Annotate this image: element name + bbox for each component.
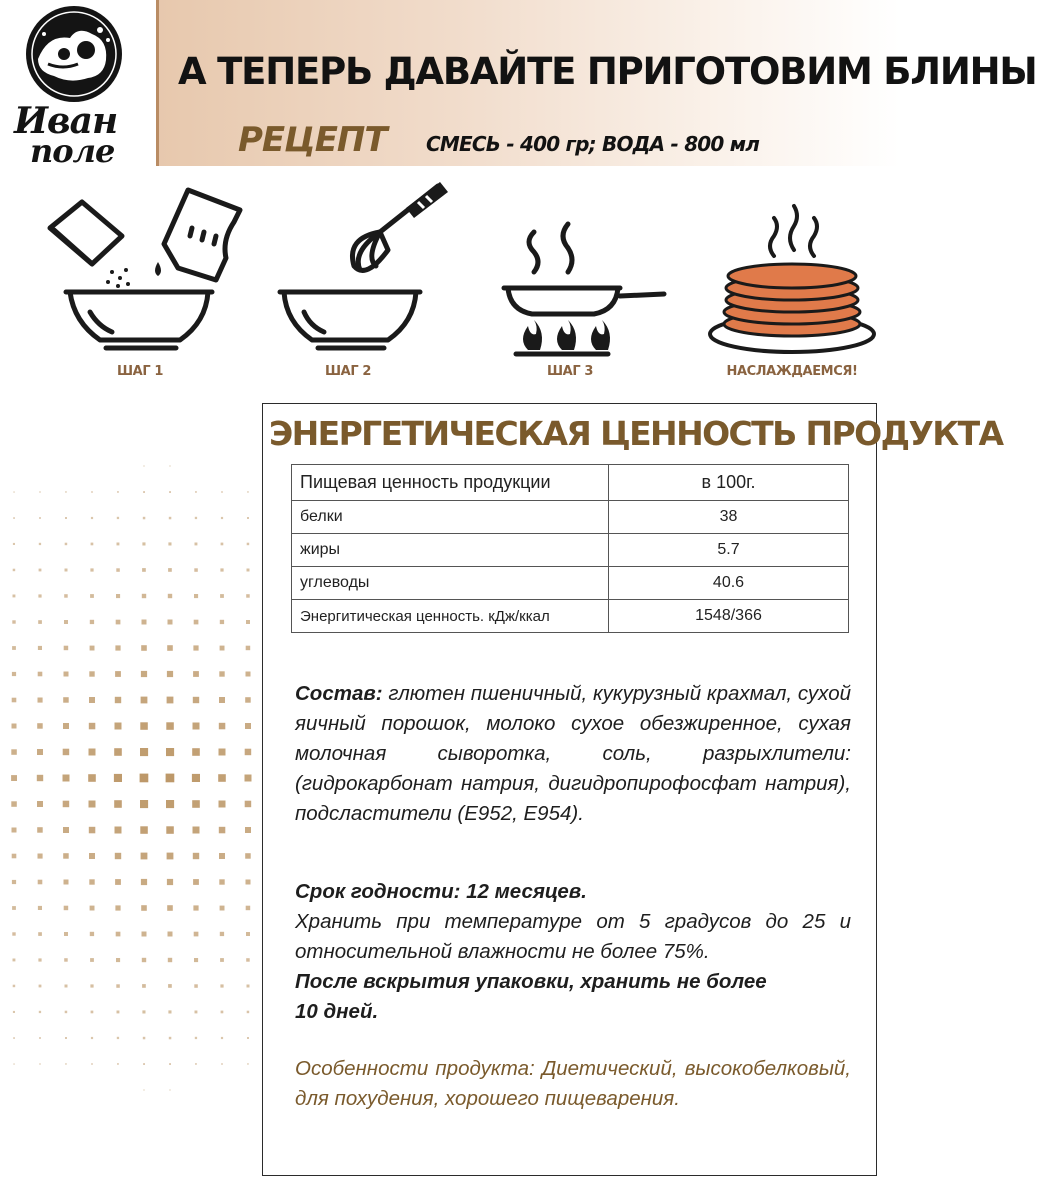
pattern-dot: [114, 800, 122, 808]
pattern-dot: [64, 880, 69, 885]
pattern-dot: [117, 491, 119, 493]
pattern-dot: [37, 801, 43, 807]
pattern-dot: [193, 827, 200, 834]
pattern-dot: [38, 854, 43, 859]
composition-text: [295, 679, 851, 829]
pattern-dot: [12, 724, 17, 729]
pattern-dot: [13, 1037, 15, 1039]
pattern-dot: [64, 672, 69, 677]
pattern-dot: [115, 697, 121, 703]
pattern-dot: [12, 932, 15, 935]
pattern-dot: [195, 491, 197, 493]
pattern-dot: [13, 959, 16, 962]
pattern-dot: [90, 906, 95, 911]
pattern-dot: [247, 1037, 249, 1039]
pattern-dot: [39, 569, 42, 572]
table-header-name: Пищевая ценность продукции: [292, 465, 609, 501]
pattern-dot: [115, 671, 121, 677]
pattern-dot: [168, 1010, 171, 1013]
pattern-dot: [221, 543, 224, 546]
page-title: А ТЕПЕРЬ ДАВАЙТЕ ПРИГОТОВИМ БЛИНЫ: [178, 50, 1037, 93]
pattern-dot: [142, 568, 146, 572]
table-row: [292, 501, 849, 534]
pattern-dot: [246, 906, 251, 911]
pattern-dot: [218, 774, 226, 782]
pattern-dot: [12, 906, 16, 910]
row-name: Энергитическая ценность. кДж/ккал: [292, 600, 609, 633]
pancake-stack-icon: [692, 176, 892, 366]
pattern-dot: [220, 984, 223, 987]
pattern-dot: [245, 775, 252, 782]
pattern-dot: [13, 517, 15, 519]
pattern-dot: [193, 645, 198, 650]
pattern-dot: [13, 491, 14, 492]
pattern-dot: [245, 853, 251, 859]
pattern-dot: [89, 801, 96, 808]
pattern-dot: [247, 985, 250, 988]
pattern-dot: [12, 880, 16, 884]
step-1-label: ШАГ 1: [117, 364, 163, 379]
recipe-proportions: СМЕСЬ - 400 гр; ВОДА - 800 мл: [426, 132, 760, 156]
pattern-dot: [115, 853, 121, 859]
pattern-dot: [195, 517, 197, 519]
pattern-dot: [65, 1037, 67, 1039]
pattern-dot: [63, 749, 69, 756]
pattern-dot: [220, 568, 223, 571]
pattern-dot: [38, 906, 42, 910]
pattern-dot: [89, 827, 96, 834]
pattern-dot: [246, 620, 250, 624]
pattern-dot: [64, 620, 68, 624]
pattern-dot: [140, 826, 148, 834]
pattern-dot: [195, 543, 198, 546]
pattern-dot: [221, 1063, 223, 1065]
pattern-dot: [89, 697, 95, 703]
pattern-dot: [166, 800, 174, 808]
pattern-dot: [64, 958, 68, 962]
pattern-dot: [64, 932, 68, 936]
pattern-dot: [220, 620, 224, 624]
pattern-dot: [12, 620, 15, 623]
pattern-dot: [221, 491, 223, 493]
pattern-dot: [219, 671, 224, 676]
pattern-dot: [65, 1011, 68, 1014]
pattern-dot: [11, 775, 17, 781]
pattern-dot: [193, 723, 200, 730]
pattern-dot: [168, 620, 173, 625]
table-row: [292, 600, 849, 633]
pattern-dot: [12, 854, 17, 859]
pattern-dot: [143, 1063, 145, 1065]
pattern-dot: [167, 905, 173, 911]
pattern-dot: [90, 620, 94, 624]
step-3: [470, 176, 670, 386]
pattern-dot: [91, 1063, 93, 1065]
decorative-dot-pattern: [0, 400, 262, 1200]
pattern-dot: [89, 879, 94, 884]
table-row: [292, 534, 849, 567]
pattern-dot: [143, 1037, 146, 1040]
pattern-dot: [142, 958, 146, 962]
pattern-dot: [141, 697, 148, 704]
pattern-dot: [194, 958, 198, 962]
pattern-dot: [247, 1011, 250, 1014]
pattern-dot: [38, 958, 41, 961]
pattern-dot: [13, 543, 15, 545]
pattern-dot: [12, 646, 16, 650]
pattern-dot: [116, 958, 120, 962]
pattern-dot: [12, 698, 17, 703]
pattern-dot: [192, 748, 200, 756]
pattern-dot: [219, 853, 225, 859]
pattern-dot: [247, 1063, 249, 1065]
pattern-dot: [140, 748, 148, 756]
pattern-dot: [90, 984, 93, 987]
pattern-dot: [37, 749, 43, 755]
pattern-dot: [39, 1011, 41, 1013]
pattern-dot: [63, 775, 70, 782]
pattern-dot: [116, 984, 120, 988]
pattern-dot: [141, 645, 147, 651]
pattern-dot: [116, 568, 120, 572]
pattern-dot: [115, 723, 122, 730]
frying-pan-on-stove-icon: [470, 176, 670, 366]
pattern-dot: [166, 748, 174, 756]
pattern-dot: [39, 517, 41, 519]
pattern-dot: [115, 827, 122, 834]
brand-name-line2: поле: [30, 132, 115, 170]
pattern-dot: [39, 985, 42, 988]
pattern-dot: [169, 1063, 171, 1065]
pattern-dot: [140, 774, 149, 783]
bowl-with-whisk-icon: [248, 176, 448, 366]
pattern-dot: [166, 774, 175, 783]
row-name: углеводы: [292, 567, 609, 600]
pattern-dot: [141, 671, 147, 677]
pattern-dot: [114, 748, 122, 756]
pattern-dot: [169, 1089, 170, 1090]
pattern-dot: [219, 749, 226, 756]
pattern-dot: [141, 853, 148, 860]
pattern-dot: [194, 984, 198, 988]
pattern-dot: [142, 984, 146, 988]
pattern-dot: [167, 879, 173, 885]
pattern-dot: [143, 491, 145, 493]
pattern-dot: [37, 827, 43, 833]
pattern-dot: [89, 853, 95, 859]
pattern-dot: [65, 543, 68, 546]
pattern-dot: [65, 517, 67, 519]
pattern-dot: [142, 594, 146, 598]
pattern-dot: [169, 491, 171, 493]
pattern-dot: [246, 594, 250, 598]
pattern-dot: [167, 697, 174, 704]
pattern-dot: [143, 465, 144, 466]
pattern-dot: [193, 905, 198, 910]
pattern-dot: [167, 671, 173, 677]
pattern-dot: [219, 879, 224, 884]
nutrition-info-panel: [262, 403, 1003, 1176]
row-value: 1548/366: [609, 600, 849, 633]
shelf-life: Срок годности: 12 месяцев.: [295, 880, 587, 903]
pattern-dot: [116, 932, 121, 937]
pattern-dot: [63, 697, 68, 703]
pattern-dot: [90, 932, 94, 936]
pattern-dot: [193, 853, 199, 859]
pattern-dot: [64, 906, 68, 911]
pattern-dot: [63, 723, 69, 729]
pattern-dot: [13, 1011, 15, 1013]
storage-block: [295, 877, 851, 1027]
pattern-dot: [169, 1037, 172, 1040]
nutrition-table: [291, 464, 849, 633]
pattern-dot: [245, 697, 251, 703]
pattern-dot: [39, 1037, 41, 1039]
pattern-dot: [64, 646, 68, 651]
composition-label: Состав:: [295, 682, 383, 705]
pattern-dot: [194, 568, 198, 572]
pattern-dot: [91, 1011, 94, 1014]
pattern-dot: [90, 958, 94, 962]
pattern-dot: [143, 1089, 144, 1090]
row-value: 5.7: [609, 534, 849, 567]
pattern-dot: [168, 932, 173, 937]
step-4: [692, 176, 892, 386]
pattern-dot: [117, 543, 120, 546]
pattern-dot: [142, 932, 147, 937]
pattern-dot: [38, 932, 42, 936]
pattern-dot: [37, 775, 43, 781]
pattern-dot: [168, 958, 172, 962]
pattern-dot: [65, 569, 68, 572]
pattern-dot: [194, 594, 198, 598]
pattern-dot: [88, 774, 96, 782]
pattern-dot: [245, 749, 252, 756]
pattern-dot: [193, 671, 199, 677]
pattern-dot: [116, 594, 120, 598]
pattern-dot: [245, 801, 252, 808]
recipe-label: РЕЦЕПТ: [238, 120, 387, 160]
step-4-label: НАСЛАЖДАЕМСЯ!: [726, 364, 858, 379]
pattern-dot: [142, 542, 145, 545]
pattern-dot: [168, 568, 172, 572]
pattern-dot: [247, 491, 249, 493]
after-opening-line2: 10 дней.: [295, 1000, 379, 1023]
pattern-dot: [89, 723, 96, 730]
row-value: 38: [609, 501, 849, 534]
pattern-dot: [142, 620, 147, 625]
pattern-dot: [194, 620, 199, 625]
bowl-with-powder-and-water-icon: [40, 176, 240, 366]
pattern-dot: [219, 697, 225, 703]
step-1: [40, 176, 240, 386]
pattern-dot: [140, 722, 148, 730]
pattern-dot: [115, 645, 120, 650]
pattern-dot: [195, 1011, 198, 1014]
pattern-dot: [11, 749, 16, 755]
pattern-dot: [246, 932, 250, 936]
nutrition-title: ЭНЕРГЕТИЧЕСКАЯ ЦЕННОСТЬ ПРОДУКТА: [269, 414, 1003, 453]
pattern-dot: [38, 698, 43, 703]
pattern-dot: [63, 801, 69, 808]
pattern-dot: [89, 749, 96, 756]
pattern-dot: [142, 1010, 145, 1013]
pattern-dot: [245, 723, 251, 729]
pattern-dot: [90, 646, 95, 651]
pattern-dot: [193, 697, 199, 703]
pattern-dot: [247, 517, 249, 519]
product-features: Особенности продукта: Диетический, высокобелковый, для похудения, хорошего пищеварения.: [295, 1057, 851, 1110]
row-name: жиры: [292, 534, 609, 567]
pattern-dot: [117, 1063, 119, 1065]
pattern-dot: [91, 517, 93, 519]
pattern-dot: [247, 543, 250, 546]
pattern-dot: [167, 853, 174, 860]
pattern-dot: [167, 645, 173, 651]
pattern-dot: [220, 594, 224, 598]
step-2-label: ШАГ 2: [325, 364, 371, 379]
composition-body: глютен пшеничный, кукурузный крахмал, сухой яичный порошок, молоко сухое обезжиренное, сухая молочная сыворотка, соль, разрыхлители: (гидрокарбонат натрия, дигидропирофосфат натрия), подсластители (Е952, Е954).: [295, 682, 851, 825]
pattern-dot: [117, 1037, 119, 1039]
pattern-dot: [219, 723, 226, 730]
pattern-dot: [169, 465, 170, 466]
pattern-dot: [245, 827, 251, 833]
after-opening-line1: После вскрытия упаковки, хранить не более: [295, 970, 767, 993]
pattern-dot: [38, 672, 43, 677]
pattern-dot: [166, 722, 174, 730]
pattern-dot: [168, 594, 172, 598]
pattern-dot: [195, 1063, 197, 1065]
pattern-dot: [117, 517, 119, 519]
pattern-dot: [168, 984, 172, 988]
pattern-dot: [221, 517, 223, 519]
pattern-dot: [143, 517, 146, 520]
pattern-dot: [195, 1037, 197, 1039]
pattern-dot: [38, 594, 41, 597]
pattern-dot: [12, 828, 17, 833]
pattern-dot: [11, 801, 16, 807]
pattern-dot: [193, 879, 199, 885]
pattern-dot: [166, 826, 174, 834]
pattern-dot: [194, 932, 199, 937]
pattern-dot: [65, 491, 67, 493]
table-header-row: [292, 465, 849, 501]
pattern-dot: [13, 985, 16, 988]
brand-name-line1: Иван: [14, 100, 118, 142]
pattern-dot: [115, 879, 121, 885]
pattern-dot: [115, 905, 120, 910]
pattern-dot: [246, 880, 251, 885]
pattern-dot: [64, 594, 68, 598]
pattern-dot: [90, 568, 93, 571]
pattern-dot: [220, 906, 225, 911]
pattern-dot: [220, 646, 225, 651]
pattern-dot: [141, 905, 147, 911]
pattern-dot: [219, 827, 226, 834]
pattern-dot: [114, 774, 122, 782]
pattern-dot: [89, 671, 94, 676]
pattern-dot: [192, 774, 200, 782]
storage-conditions: Хранить при температуре от 5 градусов до 25 и относительной влажности не более 75%.: [295, 910, 851, 963]
pattern-dot: [37, 723, 43, 729]
pattern-dot: [13, 1063, 14, 1064]
brand-logo: [8, 4, 148, 170]
pattern-dot: [117, 1011, 120, 1014]
pattern-dot: [219, 801, 226, 808]
row-name: белки: [292, 501, 609, 534]
pattern-dot: [220, 932, 224, 936]
pattern-dot: [39, 1063, 40, 1064]
pattern-dot: [65, 985, 68, 988]
pattern-dot: [91, 543, 94, 546]
header-divider: [156, 0, 159, 166]
table-row: [292, 567, 849, 600]
pattern-dot: [39, 543, 41, 545]
pattern-dot: [169, 517, 172, 520]
pattern-dot: [91, 1037, 93, 1039]
step-3-label: ШАГ 3: [547, 364, 593, 379]
pattern-dot: [90, 594, 94, 598]
pattern-dot: [63, 827, 69, 833]
pattern-dot: [220, 958, 224, 962]
step-2: [248, 176, 448, 386]
pattern-dot: [246, 646, 251, 651]
pattern-dot: [12, 672, 16, 676]
pattern-dot: [63, 853, 68, 859]
pattern-dot: [246, 958, 250, 962]
pattern-dot: [140, 800, 148, 808]
pattern-dot: [141, 879, 147, 885]
pattern-dot: [38, 620, 42, 624]
pattern-dot: [13, 595, 16, 598]
pattern-dot: [38, 646, 42, 650]
pattern-dot: [168, 542, 171, 545]
pattern-dot: [221, 1037, 223, 1039]
pattern-dot: [65, 1063, 67, 1065]
pattern-dot: [192, 800, 200, 808]
pattern-dot: [91, 491, 93, 493]
pattern-dot: [38, 880, 43, 885]
pattern-dot: [246, 672, 251, 677]
pattern-dot: [39, 491, 40, 492]
pattern-dot: [247, 569, 250, 572]
pattern-dot: [221, 1011, 224, 1014]
pattern-dot: [116, 620, 121, 625]
pattern-dot: [13, 569, 16, 572]
row-value: 40.6: [609, 567, 849, 600]
table-header-value: в 100г.: [609, 465, 849, 501]
